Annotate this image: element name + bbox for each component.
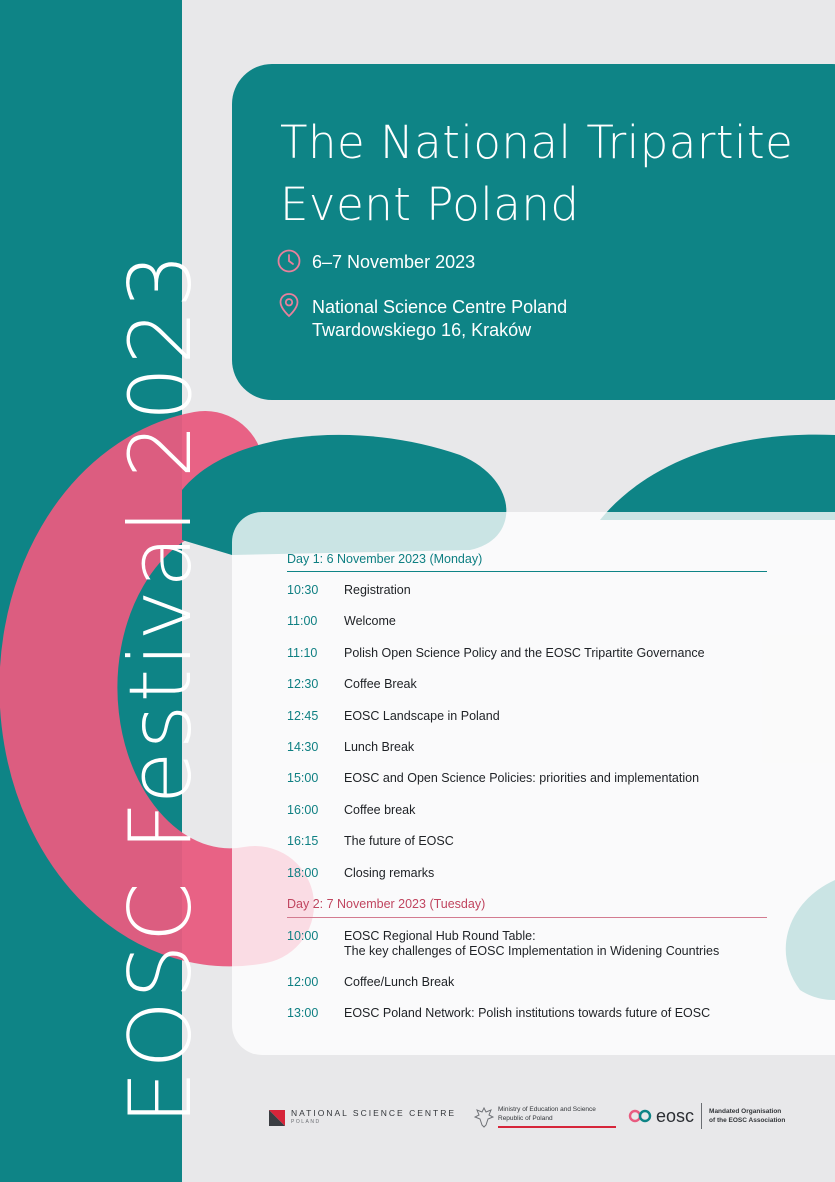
event-venue-row: [276, 292, 567, 342]
agenda-activity: EOSC Landscape in Poland: [344, 709, 500, 723]
location-pin-icon: [276, 292, 302, 318]
agenda-activity: Coffee Break: [344, 677, 417, 691]
partner-logos: [0, 1095, 835, 1145]
agenda-activity: Closing remarks: [344, 866, 435, 880]
day1-title: Day 1: 6 November 2023 (Monday): [287, 552, 483, 566]
eosc-tag-line-1: Mandated Organisation: [709, 1108, 782, 1115]
eosc-infinity-icon: [628, 1109, 654, 1123]
ncn-logo: [268, 1109, 456, 1127]
agenda-time: 14:30: [287, 740, 319, 754]
day2-divider: [287, 917, 767, 918]
day2-title: Day 2: 7 November 2023 (Tuesday): [287, 897, 486, 911]
ministry-line-2: Republic of Poland: [498, 1115, 553, 1122]
agenda-activity: EOSC Regional Hub Round Table:: [344, 929, 536, 943]
event-header-card: [232, 64, 835, 400]
venue-line-2: Twardowskiego 16, Kraków: [312, 320, 532, 340]
agenda-time: 10:30: [287, 583, 319, 597]
eosc-tag-line-2: of the EOSC Association: [709, 1117, 786, 1124]
agenda-time: 12:45: [287, 709, 319, 723]
ncn-sub: POLAND: [291, 1119, 321, 1125]
agenda-activity: The future of EOSC: [344, 834, 454, 848]
day1-divider: [287, 571, 767, 572]
ncn-mark-icon: [268, 1109, 286, 1127]
event-title-line-2: Event Poland: [280, 178, 580, 231]
ncn-name: NATIONAL SCIENCE CENTRE: [291, 1108, 457, 1118]
agenda-activity: Coffee break: [344, 803, 416, 817]
event-date: 6–7 November 2023: [312, 252, 476, 272]
agenda-time: 10:00: [287, 929, 319, 943]
agenda-activity: Lunch Break: [344, 740, 415, 754]
agenda-time: 16:00: [287, 803, 319, 817]
event-title-line-1: The National Tripartite: [280, 116, 794, 169]
eosc-logo: [628, 1103, 785, 1129]
event-title: [280, 112, 835, 236]
agenda-time: 12:00: [287, 975, 319, 989]
eosc-brand: eosc: [656, 1105, 695, 1126]
agenda-activity: Welcome: [344, 614, 396, 628]
agenda-time: 12:30: [287, 677, 319, 691]
eosc-divider: [701, 1103, 702, 1129]
clock-icon: [276, 248, 302, 274]
ministry-line-1: Ministry of Education and Science: [498, 1106, 596, 1113]
eagle-emblem-icon: [474, 1106, 494, 1128]
agenda-time: 11:00: [287, 614, 318, 628]
ministry-logo: [474, 1105, 616, 1128]
agenda-activity: EOSC Poland Network: Polish institutions towards future of EOSC: [344, 1006, 711, 1020]
agenda-time: 11:10: [287, 646, 318, 660]
agenda-activity-cont: The key challenges of EOSC Implementation in Widening Countries: [344, 944, 720, 958]
agenda-time: 15:00: [287, 771, 319, 785]
agenda-activity: Registration: [344, 583, 411, 597]
agenda-time: 16:15: [287, 834, 319, 848]
agenda-time: 18:00: [287, 866, 319, 880]
event-date-row: [276, 248, 475, 274]
agenda-activity: Polish Open Science Policy and the EOSC Tripartite Governance: [344, 646, 705, 660]
venue-line-1: National Science Centre Poland: [312, 297, 568, 317]
festival-title-vertical: EOSC Festival 2023: [111, 251, 211, 1125]
agenda-activity: EOSC and Open Science Policies: priorities and implementation: [344, 771, 700, 785]
agenda-time: 13:00: [287, 1006, 319, 1020]
agenda-activity: Coffee/Lunch Break: [344, 975, 455, 989]
agenda-card: [232, 512, 835, 1055]
